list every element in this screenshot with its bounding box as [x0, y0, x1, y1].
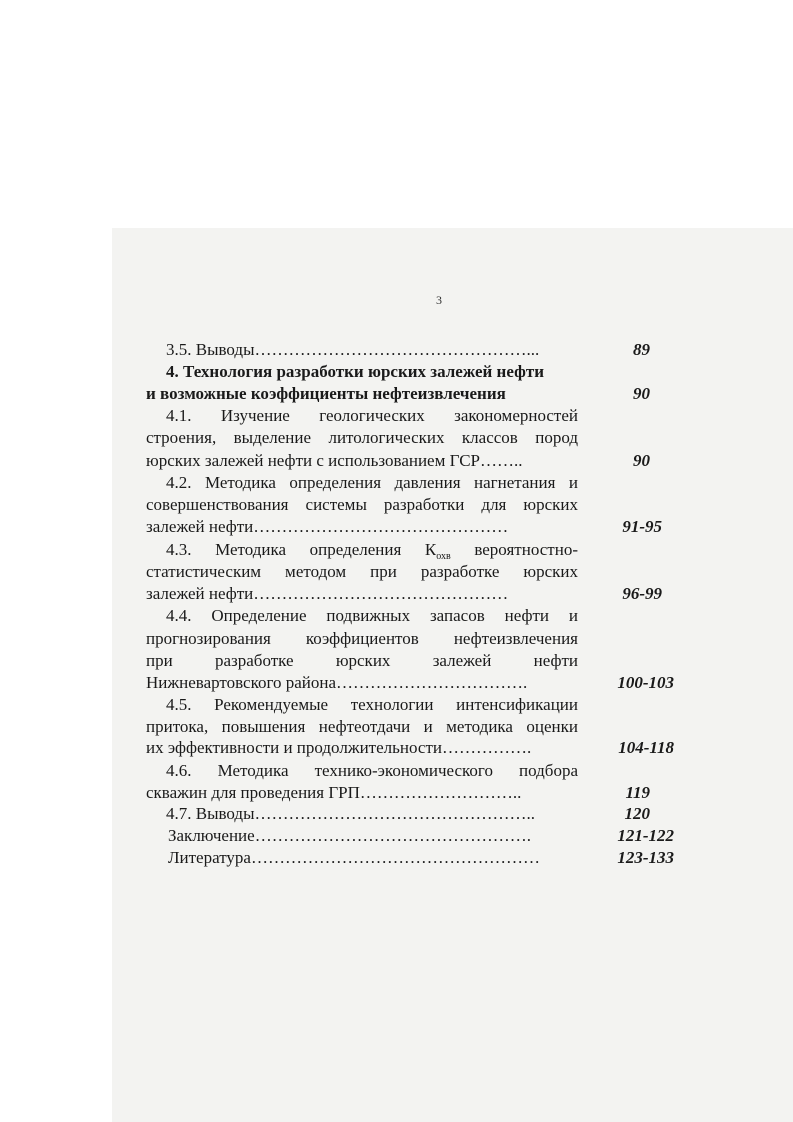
toc-entry-3-5: 3.5. Выводы…………………………………………...	[166, 340, 540, 359]
toc-entry-4-1-line1: 4.1. Изучение геологических закономерностей	[166, 406, 578, 425]
toc-chapter-4-line2: и возможные коэффициенты нефтеизвлечения	[146, 384, 506, 403]
toc-entry-4-3-suffix: вероятностно-	[450, 540, 578, 559]
toc-page-4-2: 91-95	[622, 517, 662, 536]
toc-entry-4-4-line4: Нижневартовского района…………………………….	[146, 673, 528, 692]
toc-entry-4-6-line1: 4.6. Методика технико-экономического подбора	[166, 761, 578, 780]
toc-entry-4-7: 4.7. Выводы…………………………………………..	[166, 804, 536, 823]
toc-entry-4-2-line3: залежей нефти………………………………………	[146, 517, 509, 536]
k-subscript: охв	[436, 551, 451, 562]
toc-entry-4-4-line2: прогнозирования коэффициентов нефтеизвлечения	[146, 629, 578, 648]
toc-chapter-4-line1: 4. Технология разработки юрских залежей нефти	[166, 362, 544, 381]
toc-entry-4-4-line3: при разработке юрских залежей нефти	[146, 651, 578, 670]
toc-entry-4-3-line3: залежей нефти………………………………………	[146, 584, 509, 603]
toc-page-4-4: 100-103	[617, 673, 674, 692]
toc-page-chapter-4: 90	[633, 384, 650, 403]
toc-entry-4-3-line2: статистическим методом при разработке юрских	[146, 562, 578, 581]
toc-entry-4-5-line1: 4.5. Рекомендуемые технологии интенсификации	[166, 695, 578, 714]
toc-entry-conclusion: Заключение………………………………………….	[168, 826, 531, 845]
toc-entry-4-3-prefix: 4.3. Методика определения К	[166, 540, 437, 559]
toc-entry-4-6-line2: скважин для проведения ГРП………………………..	[146, 783, 522, 802]
toc-page-4-6: 119	[625, 783, 650, 802]
toc-entry-4-5-line3: их эффективности и продолжительности…………….	[146, 738, 532, 757]
toc-entry-4-2-line1: 4.2. Методика определения давления нагнетания и	[166, 473, 578, 492]
toc-page-4-7: 120	[624, 804, 650, 823]
toc-entry-4-5-line2: притока, повышения нефтеотдачи и методика оценки	[146, 717, 578, 736]
toc-entry-4-2-line2: совершенствования системы разработки для юрских	[146, 495, 578, 514]
toc-page-4-5: 104-118	[618, 738, 674, 757]
page-number: 3	[436, 293, 442, 307]
toc-page-conclusion: 121-122	[617, 826, 674, 845]
toc-page-3-5: 89	[633, 340, 650, 359]
toc-entry-4-4-line1: 4.4. Определение подвижных запасов нефти и	[166, 606, 578, 625]
toc-page-literature: 123-133	[617, 848, 674, 867]
toc-entry-4-1-line2: строения, выделение литологических классов пород	[146, 428, 578, 447]
toc-page-4-3: 96-99	[622, 584, 662, 603]
toc-page-4-1: 90	[633, 451, 650, 470]
toc-entry-4-1-line3: юрских залежей нефти с использованием ГСР……..	[146, 451, 523, 470]
toc-entry-literature: Литература……………………………………………	[168, 848, 540, 867]
